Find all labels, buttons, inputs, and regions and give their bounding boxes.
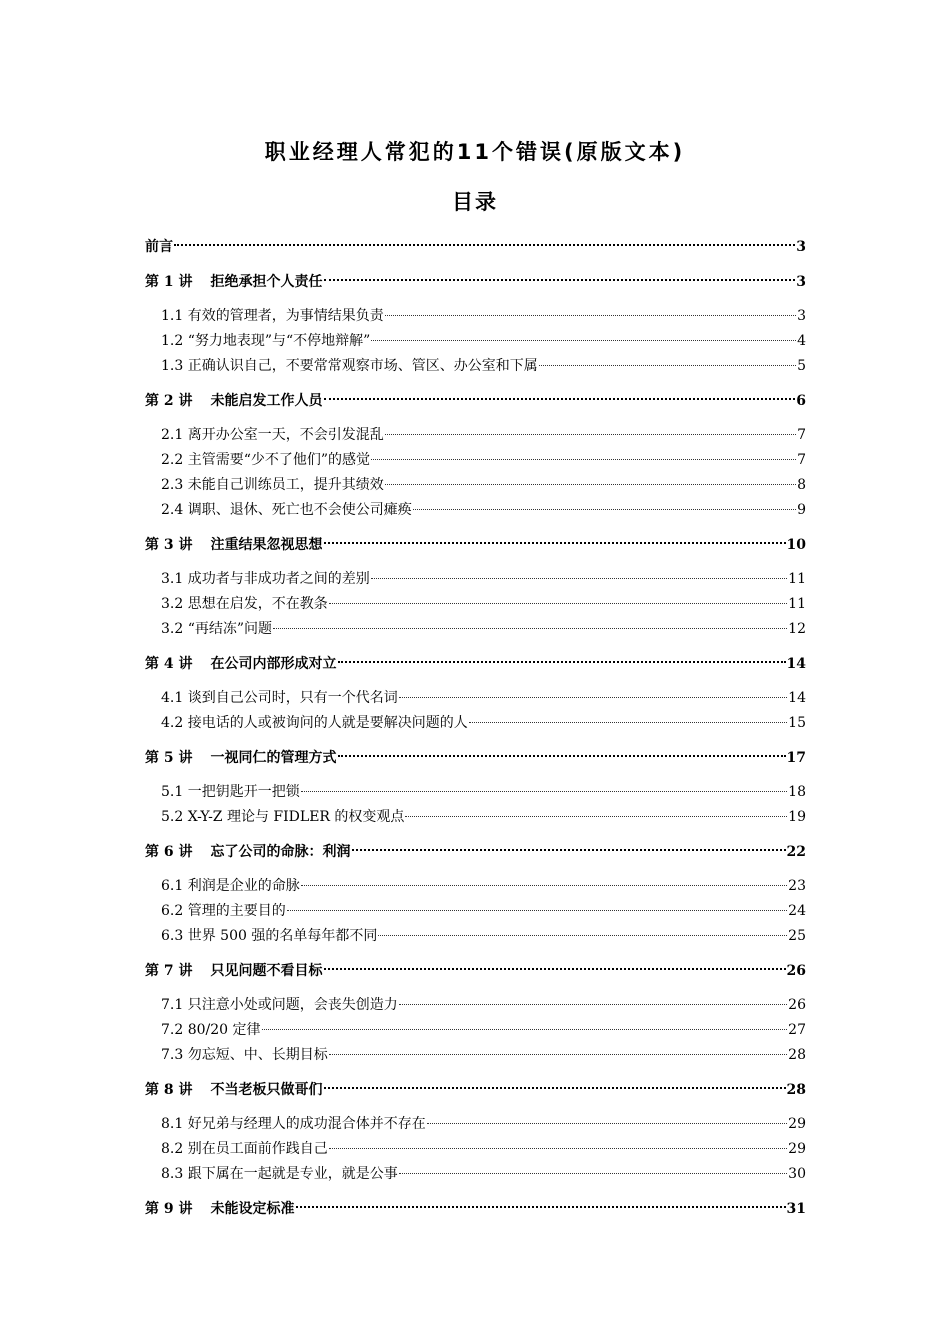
toc-section-entry[interactable]: [161, 900, 806, 922]
toc-page-number: 31: [786, 1201, 806, 1217]
toc-section-entry[interactable]: [161, 618, 806, 640]
toc-chapter-entry[interactable]: [145, 390, 806, 412]
toc-entry-label: 注重结果忽视思想: [210, 537, 323, 553]
toc-chapter-number: 第 4 讲: [145, 656, 193, 672]
toc-dot-leader: [324, 968, 786, 970]
toc-dot-leader: [329, 1148, 787, 1149]
toc-page-number: 10: [786, 537, 806, 553]
toc-section-entry[interactable]: [161, 1163, 806, 1185]
toc-page-number: 14: [788, 690, 806, 706]
toc-page-number: 19: [788, 809, 806, 825]
toc-page-number: 23: [788, 878, 806, 894]
toc-section-entry[interactable]: [161, 687, 806, 709]
toc-page-number: 7: [797, 452, 806, 468]
toc-chapter-number: 第 3 讲: [145, 537, 193, 553]
toc-page-number: 11: [788, 571, 806, 587]
toc-section-entry[interactable]: [161, 806, 806, 828]
toc-entry-label: 前言: [145, 239, 173, 255]
toc-entry-label: 2.3 未能自己训练员工，提升其绩效: [161, 477, 384, 493]
toc-page-number: 12: [788, 621, 806, 637]
toc-dot-leader: [427, 1123, 787, 1124]
toc-dot-leader: [338, 661, 786, 663]
toc-dot-leader: [301, 791, 787, 792]
toc-chapter-entry[interactable]: [145, 1079, 806, 1101]
toc-entry-label: 只见问题不看目标: [210, 963, 323, 979]
toc-page-number: 29: [788, 1141, 806, 1157]
toc-section-entry[interactable]: [161, 1113, 806, 1135]
toc-section-entry[interactable]: [161, 499, 806, 521]
toc-section-entry[interactable]: [161, 994, 806, 1016]
toc-page-number: 3: [796, 274, 806, 290]
toc-entry-label: 8.3 跟下属在一起就是专业，就是公事: [161, 1166, 398, 1182]
toc-entry-label: 7.1 只注意小处或问题，会丧失创造力: [161, 997, 398, 1013]
toc-entry-label: 6.2 管理的主要目的: [161, 903, 286, 919]
toc-section-entry[interactable]: [161, 424, 806, 446]
toc-dot-leader: [405, 816, 787, 817]
toc-page-number: 9: [797, 502, 806, 518]
toc-dot-leader: [324, 398, 796, 400]
toc-entry-label: 拒绝承担个人责任: [210, 274, 323, 290]
toc-section-entry[interactable]: [161, 593, 806, 615]
document-title: 职业经理人常犯的11个错误(原版文本): [264, 140, 686, 164]
toc-dot-leader: [324, 279, 796, 281]
toc-page-number: 30: [788, 1166, 806, 1182]
toc-entry-label: 7.2 80/20 定律: [161, 1022, 261, 1038]
toc-dot-leader: [262, 1029, 788, 1030]
toc-dot-leader: [399, 697, 787, 698]
toc-entry-label: 未能启发工作人员: [210, 393, 323, 409]
toc-entry-label: 2.4 调职、退休、死亡也不会使公司瘫痪: [161, 502, 412, 518]
toc-entry-label: 2.2 主管需要“少不了他们”的感觉: [161, 452, 371, 468]
toc-section-entry[interactable]: [161, 1044, 806, 1066]
toc-page-number: 6: [796, 393, 806, 409]
toc-dot-leader: [378, 935, 787, 936]
toc-chapter-entry[interactable]: [145, 534, 806, 556]
toc-chapter-number: 第 1 讲: [145, 274, 193, 290]
toc-heading: 目录: [452, 190, 498, 214]
toc-entry-label: 8.1 好兄弟与经理人的成功混合体并不存在: [161, 1116, 426, 1132]
toc-entry-label: 未能设定标准: [210, 1201, 295, 1217]
toc-chapter-number: 第 9 讲: [145, 1201, 193, 1217]
toc-dot-leader: [371, 578, 787, 579]
toc-chapter-entry[interactable]: [145, 1198, 806, 1220]
toc-page-number: 5: [797, 358, 806, 374]
toc-dot-leader: [329, 603, 787, 604]
toc-dot-leader: [469, 722, 787, 723]
toc-page-number: 14: [786, 656, 806, 672]
toc-chapter-entry[interactable]: [145, 653, 806, 675]
toc-dot-leader: [296, 1206, 786, 1208]
toc-entry-label: 6.1 利润是企业的命脉: [161, 878, 300, 894]
toc-section-entry[interactable]: [161, 925, 806, 947]
toc-section-entry[interactable]: [161, 449, 806, 471]
toc-section-entry[interactable]: [161, 330, 806, 352]
toc-entry-label: 7.3 勿忘短、中、长期目标: [161, 1047, 328, 1063]
toc-dot-leader: [352, 849, 786, 851]
toc-entry-label: 8.2 别在员工面前作践自己: [161, 1141, 328, 1157]
toc-section-entry[interactable]: [161, 712, 806, 734]
toc-page-number: 18: [788, 784, 806, 800]
toc-dot-leader: [413, 509, 796, 510]
toc-page-number: 28: [786, 1082, 806, 1098]
toc-entry-label: 3.2 “再结冻”问题: [161, 621, 273, 637]
toc-page-number: 24: [788, 903, 806, 919]
toc-entry-label: 不当老板只做哥们: [210, 1082, 323, 1098]
toc-page-number: 11: [788, 596, 806, 612]
toc-entry-label: 1.3 正确认识自己，不要常常观察市场、管区、办公室和下属: [161, 358, 538, 374]
toc-dot-leader: [385, 315, 796, 316]
toc-page-number: 3: [796, 239, 806, 255]
toc-page-number: 22: [786, 844, 806, 860]
toc-page-number: 4: [797, 333, 806, 349]
toc-dot-leader: [371, 340, 796, 341]
toc-entry-label: 2.1 离开办公室一天，不会引发混乱: [161, 427, 384, 443]
toc-page-number: 17: [786, 750, 806, 766]
toc-chapter-number: 第 5 讲: [145, 750, 193, 766]
toc-entry-label: 一视同仁的管理方式: [210, 750, 337, 766]
toc-page-number: 26: [786, 963, 806, 979]
toc-chapter-number: 第 8 讲: [145, 1082, 193, 1098]
toc-entry-label: 5.2 X-Y-Z 理论与 FIDLER 的权变观点: [161, 809, 405, 825]
toc-chapter-entry[interactable]: [145, 236, 806, 258]
toc-entry-label: 3.1 成功者与非成功者之间的差别: [161, 571, 370, 587]
toc-dot-leader: [174, 244, 795, 246]
toc-dot-leader: [399, 1004, 787, 1005]
toc-entry-label: 在公司内部形成对立: [210, 656, 337, 672]
toc-dot-leader: [385, 434, 796, 435]
toc-chapter-number: 第 2 讲: [145, 393, 193, 409]
toc-chapter-entry[interactable]: [145, 747, 806, 769]
toc-chapter-number: 第 7 讲: [145, 963, 193, 979]
toc-chapter-number: 第 6 讲: [145, 844, 193, 860]
toc-section-entry[interactable]: [161, 305, 806, 327]
toc-entry-label: 5.1 一把钥匙开一把锁: [161, 784, 300, 800]
toc-page-number: 25: [788, 928, 806, 944]
toc-chapter-entry[interactable]: [145, 271, 806, 293]
toc-section-entry[interactable]: [161, 875, 806, 897]
toc-section-entry[interactable]: [161, 474, 806, 496]
toc-section-entry[interactable]: [161, 568, 806, 590]
toc-page-number: 7: [797, 427, 806, 443]
toc-page-number: 29: [788, 1116, 806, 1132]
toc-entry-label: 4.2 接电话的人或被询问的人就是要解决问题的人: [161, 715, 468, 731]
toc-dot-leader: [287, 910, 787, 911]
toc-entry-label: 3.2 思想在启发，不在教条: [161, 596, 328, 612]
toc-page-number: 27: [788, 1022, 806, 1038]
toc-dot-leader: [338, 755, 786, 757]
toc-dot-leader: [385, 484, 796, 485]
toc-dot-leader: [329, 1054, 787, 1055]
toc-section-entry[interactable]: [161, 1019, 806, 1041]
toc-dot-leader: [324, 1087, 786, 1089]
toc-dot-leader: [371, 459, 796, 460]
toc-entry-label: 忘了公司的命脉：利润: [210, 844, 351, 860]
toc-page-number: 28: [788, 1047, 806, 1063]
toc-chapter-entry[interactable]: [145, 960, 806, 982]
toc-dot-leader: [399, 1173, 787, 1174]
toc-page-number: 3: [797, 308, 806, 324]
toc-entry-label: 6.3 世界 500 强的名单每年都不同: [161, 928, 378, 944]
toc-page-number: 26: [788, 997, 806, 1013]
toc-dot-leader: [539, 365, 796, 366]
toc-section-entry[interactable]: [161, 355, 806, 377]
toc-dot-leader: [273, 628, 787, 629]
toc-chapter-entry[interactable]: [145, 841, 806, 863]
toc-page-number: 8: [797, 477, 806, 493]
toc-section-entry[interactable]: [161, 781, 806, 803]
toc-section-entry[interactable]: [161, 1138, 806, 1160]
toc-dot-leader: [324, 542, 786, 544]
toc-dot-leader: [301, 885, 787, 886]
toc-entry-label: 1.1 有效的管理者，为事情结果负责: [161, 308, 384, 324]
toc-page-number: 15: [788, 715, 806, 731]
toc-entry-label: 4.1 谈到自己公司时，只有一个代名词: [161, 690, 398, 706]
toc-entry-label: 1.2 “努力地表现”与“不停地辩解”: [161, 333, 371, 349]
